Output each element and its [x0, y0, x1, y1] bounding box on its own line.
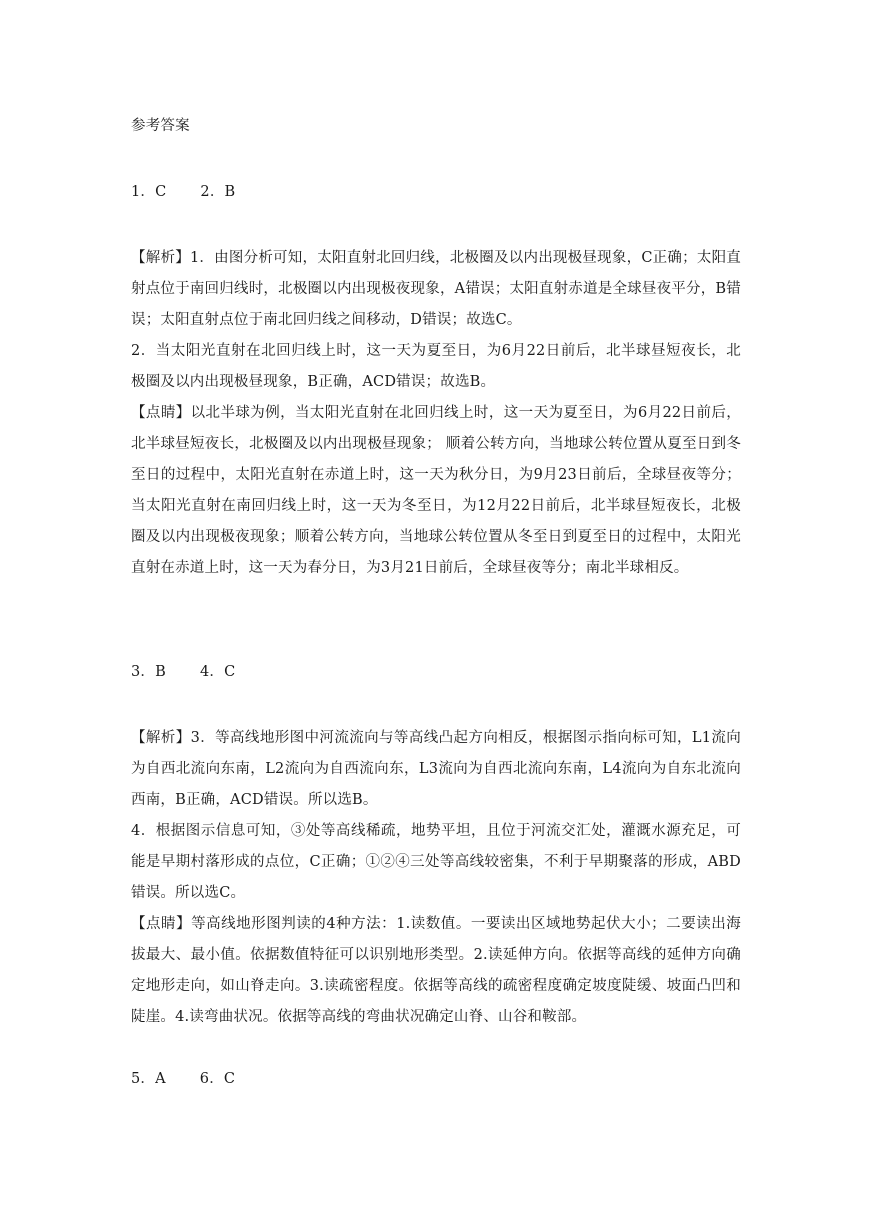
page-title: 参考答案	[131, 118, 190, 134]
analysis-text-q1: 1．由图分析可知，太阳直射北回归线，北极圈及以内出现极昼现象，C正确；太阳直射点位于南回归线时，北极圈以内出现极夜现象，A错误；太阳直射赤道是全球昼夜平分，B错误；太阳直射点位于南北回归线之间移动，D错误；故选C。	[131, 250, 741, 328]
analysis-text-q3: 3．等高线地形图中河流流向与等高线凸起方向相反，根据图示指向标可知，L1流向为自西北流向东南，L2流向为自西流向东，L3流向为自西北流向东南，L4流向为自东北流向西南，B正确，ACD错误。所以选B。	[131, 730, 741, 808]
answer-3: 3．B	[131, 664, 166, 680]
tip-text: 以北半球为例，当太阳光直射在北回归线上时，这一天为夏至日，为6月22日前后，北半球昼短夜长，北极圈及以内出现极昼现象； 顺着公转方向，当地球公转位置从夏至日到冬至日的过程中，太阳光直射在赤道上时，这一天为秋分日，为9月23日前后，全球昼夜等分；当太阳光直射在南回归线上时，这一天为冬至日，为12月22日前后，北半球昼短夜长，北极圈及以内出现极夜现象；顺着公转方向，当地球公转位置从冬至日到夏至日的过程中，太阳光直射在赤道上时，这一天为春分日，为3月21日前后，全球昼夜等分；南北半球相反。	[131, 405, 741, 576]
answers-row-5-6	[131, 1067, 741, 1088]
tip-text: 等高线地形图判读的4种方法：1.读数值。一要读出区域地势起伏大小；二要读出海拔最大、最小值。依据数值特征可以识别地形类型。2.读延伸方向。依据等高线的延伸方向确定地形走向，如山脊走向。3.读疏密程度。依据等高线的疏密程度确定坡度陡缓、坡面凸凹和陡崖。4.读弯曲状况。依据等高线的弯曲状况确定山脊、山谷和鞍部。	[131, 916, 741, 1025]
analysis-text-q2: 2．当太阳光直射在北回归线上时，这一天为夏至日，为6月22日前后，北半球昼短夜长，北极圈及以内出现极昼现象，B正确，ACD错误；故选B。	[131, 343, 741, 390]
explanation-section-1	[131, 243, 741, 584]
analysis-tag: 【解析】	[131, 250, 190, 266]
tip-tag: 【点睛】	[131, 916, 192, 932]
analysis-text-q4: 4．根据图示信息可知，③处等高线稀疏，地势平坦，且位于河流交汇处，灌溉水源充足，可能是早期村落形成的点位，C正确；①②④三处等高线较密集，不利于早期聚落的形成，ABD错误。所以选C。	[131, 823, 741, 901]
explanation-paragraph	[131, 243, 741, 336]
explanation-section-2	[131, 723, 741, 1033]
explanation-paragraph	[131, 723, 741, 816]
answers-row-3-4	[131, 660, 741, 681]
answers-row-1-2	[131, 180, 741, 201]
tip-paragraph	[131, 398, 741, 584]
answer-4: 4．C	[199, 664, 236, 680]
answer-1: 1．C	[131, 184, 167, 200]
tip-paragraph	[131, 909, 741, 1033]
answer-6: 6．C	[199, 1071, 236, 1087]
answer-5: 5．A	[131, 1071, 166, 1087]
tip-tag: 【点睛】	[131, 405, 191, 421]
analysis-tag: 【解析】	[131, 730, 191, 746]
answer-2: 2．B	[200, 184, 236, 200]
